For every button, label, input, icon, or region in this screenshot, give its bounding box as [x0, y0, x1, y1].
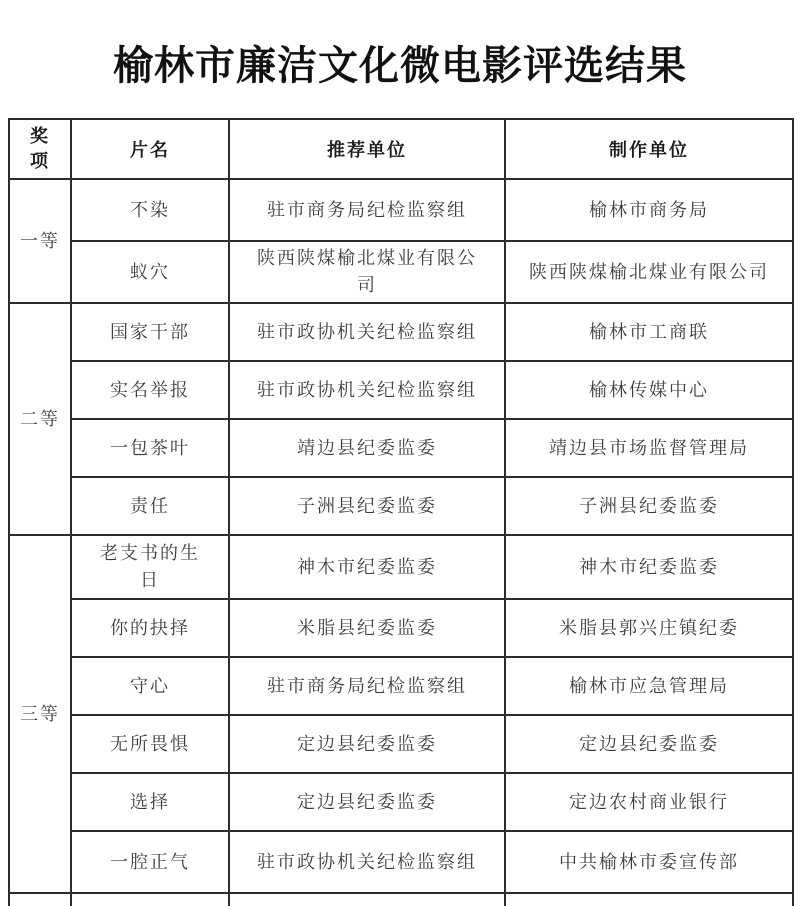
header-award: 奖项 — [9, 119, 71, 179]
film-cell: 无所畏惧 — [71, 715, 229, 773]
table-row — [9, 361, 793, 419]
page-title: 榆林市廉洁文化微电影评选结果 — [113, 43, 687, 88]
producer-cell: 中共榆林市委宣传部 — [505, 831, 793, 893]
table-row — [9, 179, 793, 241]
header-recommender: 推荐单位 — [229, 119, 505, 179]
film-cell: 国家干部 — [71, 303, 229, 361]
producer-cell: 定边县纪委监委 — [505, 715, 793, 773]
recommender-cell: 驻市商务局纪检监察组 — [229, 179, 505, 241]
producer-cell: 神木市纪委监委 — [505, 535, 793, 599]
film-cell: 你的抉择 — [71, 599, 229, 657]
table-row-partial — [9, 893, 793, 906]
header-producer: 制作单位 — [505, 119, 793, 179]
recommender-cell: 靖边县纪委监委 — [229, 419, 505, 477]
producer-cell: 陕西陕煤榆北煤业有限公司 — [505, 241, 793, 303]
table-row — [9, 477, 793, 535]
award-cell-second: 二等 — [9, 303, 71, 535]
film-cell — [71, 893, 229, 906]
table-header-row — [9, 119, 793, 179]
recommender-cell: 陕西陕煤榆北煤业有限公司 — [229, 241, 505, 303]
results-table — [8, 118, 794, 906]
recommender-cell: 驻市政协机关纪检监察组 — [229, 831, 505, 893]
table-row — [9, 535, 793, 599]
header-film: 片名 — [71, 119, 229, 179]
award-cell — [9, 893, 71, 906]
producer-cell: 榆林传媒中心 — [505, 361, 793, 419]
film-cell: 选择 — [71, 773, 229, 831]
recommender-cell: 神木市纪委监委 — [229, 535, 505, 599]
producer-cell: 榆林市工商联 — [505, 303, 793, 361]
film-cell: 责任 — [71, 477, 229, 535]
recommender-cell: 驻市政协机关纪检监察组 — [229, 303, 505, 361]
producer-cell: 定边农村商业银行 — [505, 773, 793, 831]
table-row — [9, 599, 793, 657]
producer-cell: 榆林市商务局 — [505, 179, 793, 241]
table-row — [9, 657, 793, 715]
producer-cell: 榆林市应急管理局 — [505, 657, 793, 715]
recommender-cell: 驻市商务局纪检监察组 — [229, 657, 505, 715]
film-cell: 老支书的生日 — [71, 535, 229, 599]
recommender-cell: 驻市政协机关纪检监察组 — [229, 361, 505, 419]
film-cell: 一腔正气 — [71, 831, 229, 893]
award-cell-third: 三等 — [9, 535, 71, 893]
table-row — [9, 241, 793, 303]
recommender-cell: 定边县纪委监委 — [229, 715, 505, 773]
table-row — [9, 831, 793, 893]
film-cell: 守心 — [71, 657, 229, 715]
recommender-cell: 定边县纪委监委 — [229, 773, 505, 831]
recommender-cell: 子洲县纪委监委 — [229, 477, 505, 535]
producer-cell: 米脂县郭兴庄镇纪委 — [505, 599, 793, 657]
table-row — [9, 773, 793, 831]
table-row — [9, 419, 793, 477]
film-cell: 一包茶叶 — [71, 419, 229, 477]
award-cell-first: 一等 — [9, 179, 71, 303]
producer-cell — [505, 893, 793, 906]
recommender-cell — [229, 893, 505, 906]
film-cell: 不染 — [71, 179, 229, 241]
film-cell: 蚁穴 — [71, 241, 229, 303]
producer-cell: 子洲县纪委监委 — [505, 477, 793, 535]
table-row — [9, 715, 793, 773]
producer-cell: 靖边县市场监督管理局 — [505, 419, 793, 477]
film-cell: 实名举报 — [71, 361, 229, 419]
table-row — [9, 303, 793, 361]
recommender-cell: 米脂县纪委监委 — [229, 599, 505, 657]
